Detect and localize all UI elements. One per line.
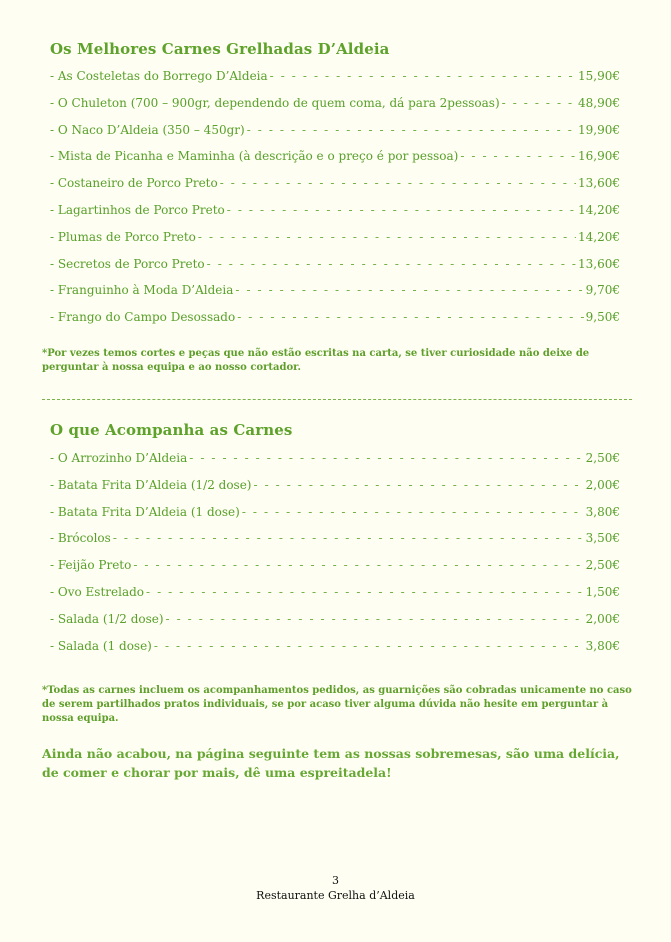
item-name: - Secretos de Porco Preto	[50, 256, 205, 271]
item-name: - O Chuleton (700 – 900gr, dependendo de quem coma, dá para 2pessoas)	[50, 95, 500, 110]
leader-dots	[154, 633, 584, 660]
item-price: 3,50€	[585, 531, 620, 546]
leader-dots	[113, 525, 584, 552]
page-number: 3	[332, 874, 339, 887]
item-price: 13,60€	[578, 176, 620, 191]
item-price: 3,80€	[585, 638, 620, 653]
list-item	[50, 579, 620, 606]
section-divider	[42, 399, 632, 400]
list-item	[50, 117, 620, 144]
item-price: 13,60€	[578, 256, 620, 271]
item-price: 2,50€	[585, 451, 620, 465]
item-name: - Ovo Estrelado	[50, 584, 145, 599]
list-item	[50, 170, 620, 197]
leader-dots	[166, 606, 584, 633]
leader-dots	[235, 277, 583, 304]
list-item	[50, 552, 620, 579]
item-price: 2,00€	[585, 611, 620, 626]
item-name: - Feijão Preto	[50, 558, 132, 573]
section-title-sides: O que Acompanha as Carnes	[50, 421, 293, 439]
leader-dots	[247, 117, 576, 144]
list-item	[50, 90, 620, 117]
item-name: - Batata Frita D’Aldeia (1/2 dose)	[50, 477, 252, 492]
item-price: 1,50€	[585, 584, 620, 599]
item-price: 2,00€	[585, 477, 620, 492]
grilled-meats-list	[50, 63, 620, 331]
list-item	[50, 197, 620, 224]
item-price: 15,90€	[578, 69, 620, 83]
list-item	[50, 304, 620, 331]
leader-dots	[189, 445, 583, 472]
leader-dots	[242, 499, 584, 526]
item-name: - O Naco D’Aldeia (350 – 450gr)	[50, 122, 245, 137]
item-name: - Mista de Picanha e Maminha (à descrição e o preço é por pessoa)	[50, 149, 459, 164]
leader-dots	[254, 472, 584, 499]
leader-dots	[227, 197, 576, 224]
item-name: - Plumas de Porco Preto	[50, 229, 196, 244]
item-name: - Costaneiro de Porco Preto	[50, 176, 218, 191]
item-name: - Brócolos	[50, 531, 111, 546]
item-price: 14,20€	[578, 229, 620, 244]
item-price: 19,90€	[578, 122, 620, 137]
leader-dots	[270, 63, 576, 90]
leader-dots	[198, 224, 576, 251]
item-price: 9,50€	[585, 310, 620, 325]
leader-dots	[133, 552, 583, 579]
sides-list	[50, 445, 620, 659]
closing-message: Ainda não acabou, na página seguinte tem as nossas sobremesas, são uma delícia, de comer e chorar por mais, dê uma espreitadela!	[42, 746, 620, 780]
list-item	[50, 224, 620, 251]
sides-note: *Todas as carnes incluem os acompanhamentos pedidos, as guarnições são cobradas unicamente no caso de serem partilhados pratos individuais, se por acaso tiver alguma dúvida não hesite em perguntar à nossa equipa.	[42, 685, 632, 724]
section-title-grilled-meats: Os Melhores Carnes Grelhadas D’Aldeia	[50, 40, 390, 58]
leader-dots	[207, 251, 576, 278]
leader-dots	[460, 143, 576, 170]
leader-dots	[220, 170, 576, 197]
restaurant-name: Restaurante Grelha d’Aldeia	[256, 889, 415, 902]
list-item	[50, 525, 620, 552]
item-price: 9,70€	[585, 283, 620, 298]
item-name: - O Arrozinho D’Aldeia	[50, 451, 188, 465]
leader-dots	[502, 90, 576, 117]
leader-dots	[237, 304, 583, 331]
item-name: - Franguinho à Moda D’Aldeia	[50, 283, 234, 298]
item-name: - As Costeletas do Borrego D’Aldeia	[50, 69, 268, 83]
list-item	[50, 499, 620, 526]
list-item	[50, 277, 620, 304]
list-item	[50, 633, 620, 660]
cuts-note: *Por vezes temos cortes e peças que não estão escritas na carta, se tiver curiosidade não deixe de perguntar à nossa equipa e ao nosso cortador.	[42, 348, 590, 373]
leader-dots	[146, 579, 584, 606]
item-name: - Frango do Campo Desossado	[50, 310, 236, 325]
item-price: 2,50€	[585, 558, 620, 573]
item-name: - Salada (1/2 dose)	[50, 611, 164, 626]
item-name: - Lagartinhos de Porco Preto	[50, 202, 225, 217]
list-item	[50, 63, 620, 90]
list-item	[50, 251, 620, 278]
item-price: 16,90€	[578, 149, 620, 164]
list-item	[50, 472, 620, 499]
item-name: - Batata Frita D’Aldeia (1 dose)	[50, 504, 240, 519]
item-name: - Salada (1 dose)	[50, 638, 152, 653]
list-item	[50, 143, 620, 170]
item-price: 3,80€	[585, 504, 620, 519]
item-price: 14,20€	[578, 202, 620, 217]
item-price: 48,90€	[578, 95, 620, 110]
list-item	[50, 445, 620, 472]
list-item	[50, 606, 620, 633]
